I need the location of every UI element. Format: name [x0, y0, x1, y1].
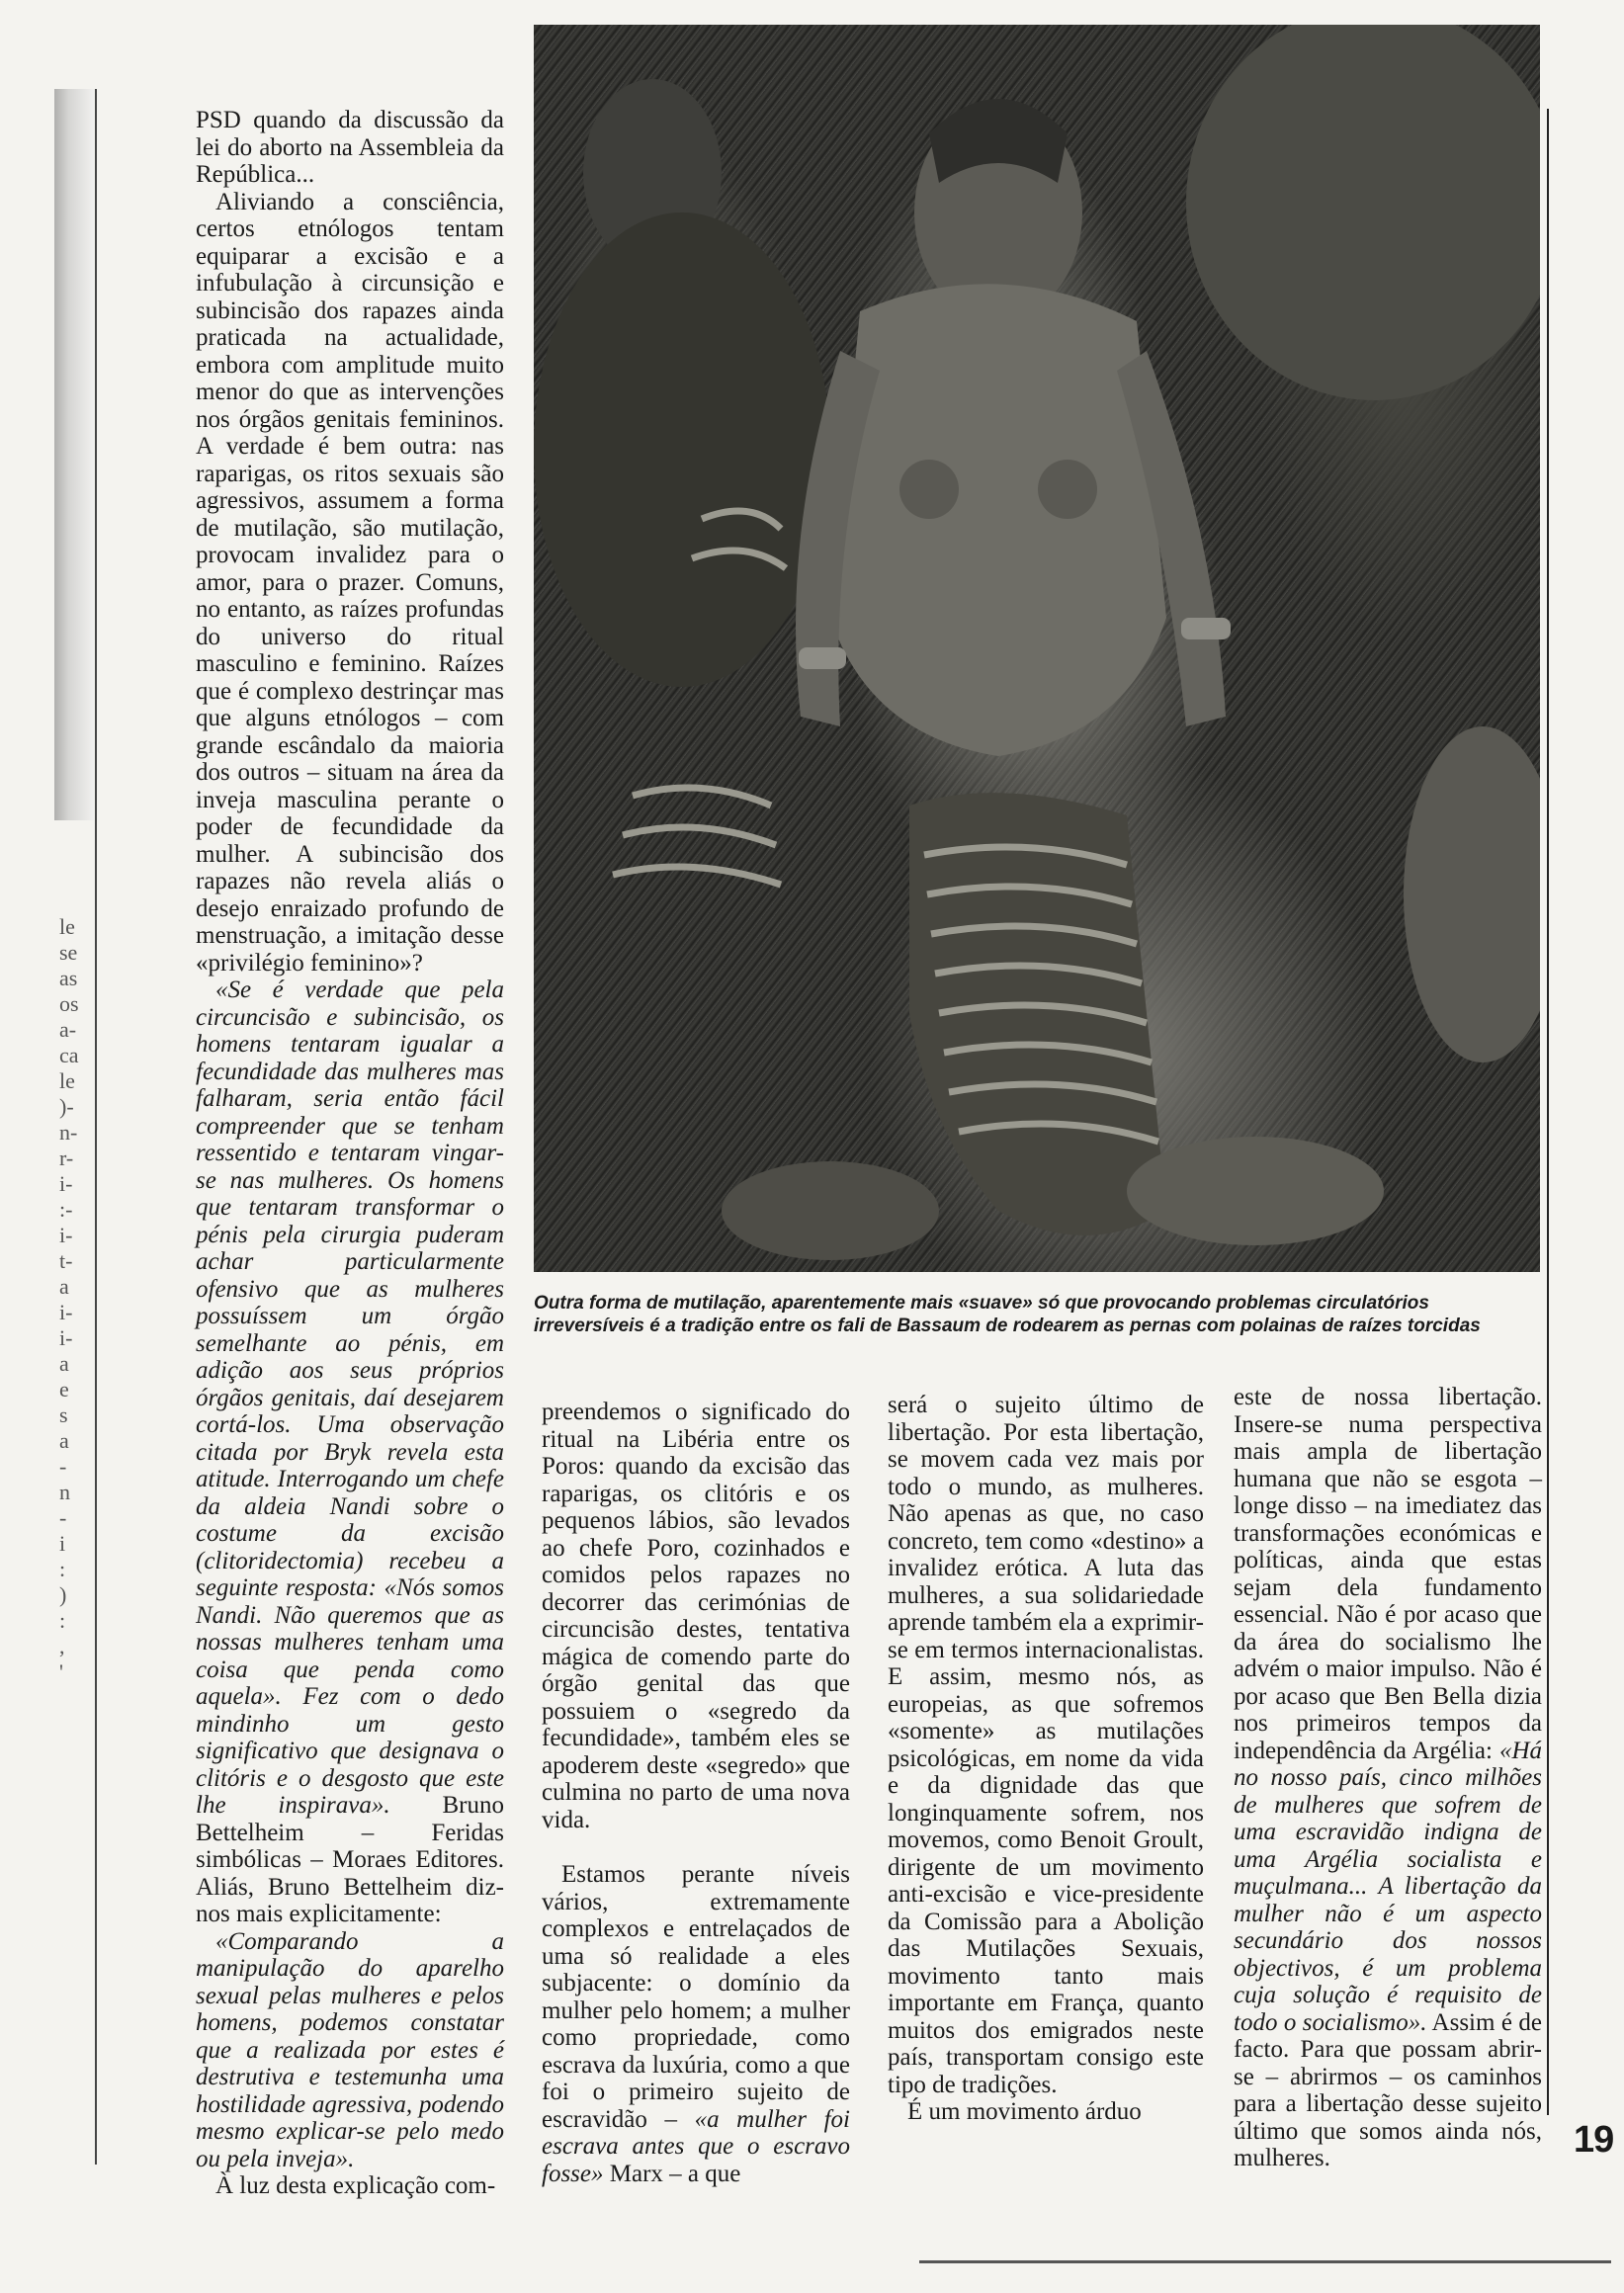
page-edge-shadow: [54, 89, 94, 820]
col1-paragraph-5: À luz desta explicação com-: [215, 2172, 496, 2199]
article-column-3: [888, 1392, 1204, 2126]
col1-quote-manipulation: «Comparando a manipulação do aparelho sexual pelas mulheres e pelos homens, podemos constatar que a realizada por estes é destrutiva e testemunha uma hostilidade agressiva, podendo mesmo explicar-se pelo medo ou pela inveja».: [196, 1927, 504, 2172]
col1-paragraph-4: [196, 1928, 504, 2173]
col4-paragraph-1: este de nossa libertação. Insere-se numa perspectiva mais ampla de libertação humana que não se esgota – longe disso – na imediatez das transformações económicas e políticas, ainda que estas sejam dela fundamento essencial. Não é por acaso que da área do socialismo lhe advém o maior impulso. Não é por acaso que Ben Bella dizia nos primeiros tempos da independência da Argélia: «Há no nosso país, cinco milhões de mulheres que sofrem de uma escravidão indigna de uma Argélia socialista e muçulmana... A libertação da mulher não é um aspecto secundário dos nossos objectivos, é um problema cuja solução é requisito de todo o socialismo». Assim é de facto. Para que possam abrir-se – abrirmos – os caminhos para a libertação desse sujeito último que somos ainda nós, mulheres.: [1234, 1384, 1543, 2171]
col1-citation: Bruno Bettelheim – Feridas simbólicas – Moraes Editores. Aliás, Bruno Bettelheim diz-nos mais explicitamente:: [196, 1792, 504, 1927]
col1-paragraph-2: Aliviando a consciência, certos etnólogos tentam equiparar a excisão e a infubulação à circunsição e subincisão dos rapazes ainda praticada na actualidade, embora com amplitude muito menor do que as intervenções nos órgãos genitais femininos. A verdade é bem outra: nas raparigas, os ritos sexuais são agressivos, assumem a forma de mutilação, são mutilação, provocam invalidez para o amor, para o prazer. Comuns, no entanto, as raízes profundas do universo do ritual masculino e feminino. Raízes que é complexo destrinçar mas que alguns etnólogos – com grande escândalo da maioria dos outros – situam na área da inveja masculina perante o poder de fecundidade da mulher. A subincisão dos rapazes não revela aliás o desejo enraizado profundo de menstruação, a imitação desse «privilégio feminino»?: [196, 188, 504, 977]
photo-woman-seated-icon: [534, 25, 1540, 1272]
left-edge-fragments: le se as os a- ca le )- n- r- i- :- i- t- a i- i- a e s a - n - i : ) : , ': [59, 914, 79, 1684]
col2-paragraph-2: Estamos perante níveis vários, extremamente complexos e entrelaçados de uma só realidade a eles subjacente: o domínio da mulher pelo homem; a mulher como propriedade, como escrava da luxúria, como a que foi o primeiro sujeito de escravidão – «a mulher foi escrava antes que o escravo fosse» Marx – a que: [542, 1861, 850, 2187]
col1-paragraph-1: PSD quando da discussão da lei do aborto na Assembleia da República...: [196, 107, 504, 188]
col1-quote-bettelheim: «Se é verdade que pela circuncisão e subincisão, os homens tentaram igualar a fecundidade das mulheres mas falharam, seria então fácil compreender que se tenham ressentido e tentaram vingar-se nas mulheres. Os homens que tentaram transformar o pénis pela cirurgia puderam achar particularmente ofensivo que as mulheres possuíssem um órgão semelhante ao pénis, em adição aos seus próprios órgãos genitais, daí desejarem cortá-los. Uma observação citada por Bryk revela esta atitude. Interrogando um chefe da aldeia Nandi sobre o costume da excisão (clitoridectomia) recebeu a seguinte resposta: «Nós somos Nandi. Não queremos que as nossas mulheres tenham uma coisa que penda como aquela». Fez com o dedo mindinho um gesto significativo que designava o clitóris e o desgosto que este lhe inspirava».: [196, 977, 504, 1819]
col2-paragraph-1: preendemos o significado do ritual na Libéria entre os Poros: quando da excisão das raparigas, os clitóris e os pequenos lábios, são levados ao chefe Poro, cozinhados e comidos pelos rapazes no decorrer das cerimónias de circuncisão destes, tentativa mágica de comendo parte do órgão genital das que possuiem o «segredo da fecundidade», também eles se apoderem deste «segredo» que culmina no parto de uma nova vida.: [542, 1399, 850, 1833]
photo-caption: Outra forma de mutilação, aparentemente mais «suave» só que provocando problemas circulatórios irreversíveis é a tradição entre os fali de Bassaum de rodearem as pernas com polainas de raízes torcidas: [534, 1293, 1481, 1336]
col3-paragraph-2: É um movimento árduo: [907, 2098, 1142, 2125]
article-column-4: [1234, 1384, 1542, 2172]
bottom-rule: [919, 2260, 1611, 2263]
col4-quote-ben-bella: «Há no nosso país, cinco milhões de mulheres que sofrem de uma escravidão indigna de uma Argélia socialista e muçulmana... A libertação da mulher não é um aspecto secundário dos nossos objectivos, é um problema cuja solução é requisito de todo o socialismo».: [1234, 1737, 1543, 2036]
article-column-1: [196, 107, 504, 2200]
col2-quote-marx: «a mulher foi escrava antes que o escravo fosse»: [542, 2105, 850, 2187]
page-number: 19: [1574, 2119, 1614, 2161]
article-photo: [534, 25, 1540, 1272]
col1-paragraph-3: [196, 977, 504, 1928]
col3-paragraph-1: será o sujeito último de libertação. Por esta libertação, se movem cada vez mais por todo o mundo, as mulheres. Não apenas as que, no caso concreto, tem como «destino» a invalidez erótica. A luta das mulheres, a sua solidariedade aprende também ela a exprimir-se em termos internacionalistas. E assim, mesmo nós, as europeias, as que sofremos «somente» as mutilações psicológicas, em nome da vida e da dignidade das que longinquamente sofrem, nos movemos, como Benoit Groult, dirigente de um movimento anti-excisão e vice-presidente da Comissão para a Abolição das Mutilações Sexuais, movimento tanto mais importante em França, quanto muitos dos emigrados neste país, transportam consigo este tipo de tradições.: [888, 1392, 1204, 2098]
article-column-2: [542, 1399, 850, 2187]
right-margin-rule: [1547, 109, 1549, 2115]
